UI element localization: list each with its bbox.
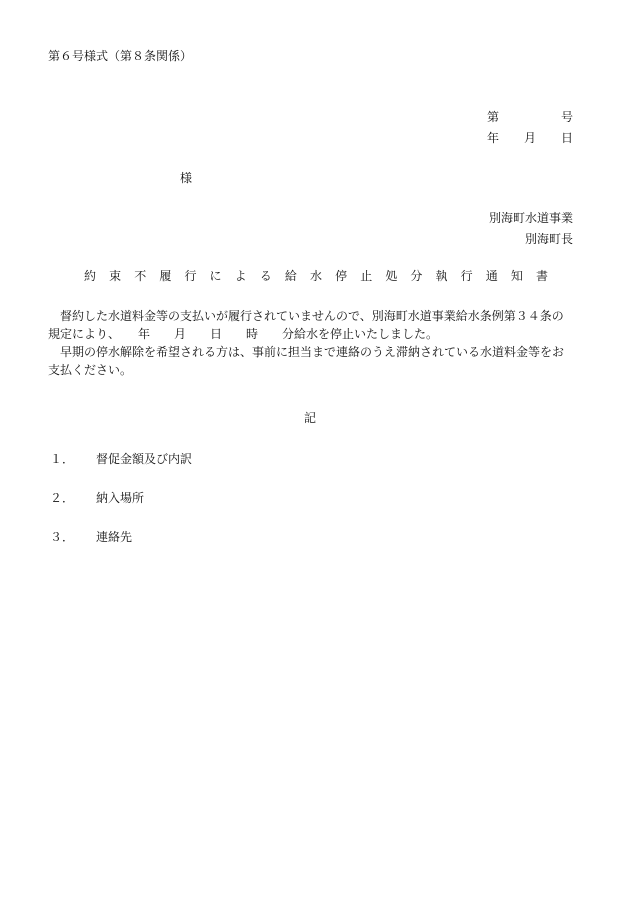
title-char: に (209, 269, 222, 283)
title-char: 水 (309, 269, 322, 283)
date-month: 月 (523, 131, 536, 145)
issuer-organization: 別海町水道事業 (488, 211, 573, 225)
document-number-line (487, 109, 573, 125)
item-label: 督促金額及び内訳 (96, 452, 193, 466)
title-char: 履 (159, 269, 172, 283)
item-label: 納入場所 (96, 491, 145, 505)
body-paragraph-1-line-2: 規定により、 年 月 日 時 分給水を停止いたしました。 (48, 327, 439, 341)
title-char: 止 (360, 269, 373, 283)
notice-body (48, 307, 582, 379)
date-year: 年 (487, 131, 500, 145)
document-title (84, 268, 548, 284)
body-paragraph-1-line-1: 督約した水道料金等の支払いが履行されていませんので、別海町水道事業給水条例第３４条の (60, 309, 564, 323)
title-char: 約 (84, 269, 97, 283)
title-char: 停 (335, 269, 348, 283)
title-char: 書 (535, 269, 548, 283)
list-item (50, 529, 132, 545)
title-char: 処 (385, 269, 398, 283)
body-paragraph-2-line-2: 支払ください。 (48, 363, 133, 377)
ki-heading: 記 (304, 411, 317, 425)
title-char: 知 (510, 269, 523, 283)
body-paragraph-2-line-1: 早期の停水解除を希望される方は、事前に担当まで連絡のうえ滞納されている水道料金等をお (60, 345, 565, 359)
number-suffix: 号 (560, 110, 573, 124)
date-line (487, 130, 573, 146)
item-number: ２． (50, 491, 75, 505)
issuer-name: 別海町長 (524, 232, 573, 246)
form-number-label: 第６号様式（第８条関係） (48, 49, 193, 63)
title-char: 執 (435, 269, 448, 283)
item-number: ３． (50, 530, 75, 544)
title-char: 給 (284, 269, 297, 283)
list-item (50, 490, 144, 506)
item-label: 連絡先 (96, 530, 133, 544)
title-char: 通 (485, 269, 498, 283)
list-item (50, 451, 192, 467)
title-char: 束 (109, 269, 122, 283)
number-prefix: 第 (487, 110, 500, 124)
title-char: 行 (460, 269, 473, 283)
title-char: 分 (410, 269, 423, 283)
item-number: １． (50, 452, 75, 466)
title-char: よ (234, 269, 247, 283)
title-char: 不 (134, 269, 147, 283)
addressee-honorific: 様 (180, 171, 193, 185)
date-day: 日 (560, 131, 573, 145)
title-char: る (259, 269, 272, 283)
issuer-block (489, 208, 573, 250)
title-char: 行 (184, 269, 197, 283)
